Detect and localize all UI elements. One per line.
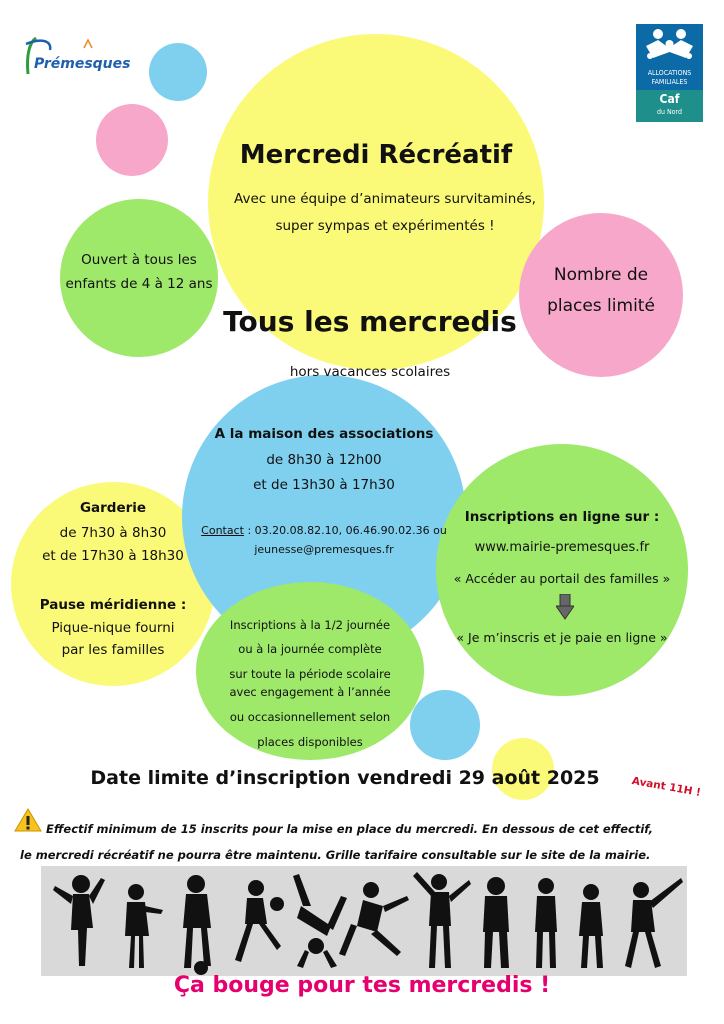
online-action: « Je m’inscris et je paie en ligne » [456, 630, 668, 645]
pause-title: Pause méridienne : [39, 597, 187, 613]
page-title: Mercredi Récréatif [239, 140, 513, 170]
online-portal: « Accéder au portail des familles » [453, 571, 671, 586]
pink-bubble-places [519, 213, 683, 377]
pause-line1: Pique-nique fourni [51, 620, 175, 636]
green-bubble-online [436, 444, 688, 696]
children-silhouettes-art [41, 866, 687, 976]
modes-line6: places disponibles [257, 735, 363, 749]
caf-line2: FAMILIALES [651, 78, 688, 86]
hors-vacances: hors vacances scolaires [289, 364, 451, 380]
caf-brand: Caf [659, 92, 680, 106]
maison-hours2: et de 13h30 à 17h30 [253, 477, 395, 493]
places-line1: Nombre de [553, 265, 649, 285]
modes-line1: Inscriptions à la 1/2 journée [229, 618, 391, 632]
modes-line3: sur toute la période scolaire [229, 667, 391, 681]
modes-line2: ou à la journée complète [238, 642, 382, 656]
heading-mercredis: Tous les mercredis [223, 305, 517, 338]
caf-logo-top [636, 24, 703, 90]
subtitle-line2: super sympas et expérimentés ! [275, 218, 495, 234]
deadline-text: Date limite d’inscription vendredi 29 août 2025 [90, 767, 600, 789]
contact-label: Contact [201, 524, 244, 537]
modes-line4: avec engagement à l’année [229, 685, 391, 699]
pause-line2: par les familles [61, 642, 165, 658]
maison-hours1: de 8h30 à 12h00 [266, 452, 382, 468]
maison-contact [186, 524, 462, 537]
subtitle-line1: Avec une équipe d’animateurs survitaminés, [234, 191, 536, 207]
open-line1: Ouvert à tous les [81, 252, 197, 268]
premesques-logo [22, 34, 131, 78]
garderie-line2: et de 17h30 à 18h30 [42, 548, 184, 564]
caf-logo [636, 24, 703, 122]
blue-bubble-small-top [149, 43, 207, 101]
places-line2: places limité [547, 296, 655, 316]
online-site[interactable]: www.mairie-premesques.fr [474, 540, 650, 555]
footer-slogan: Ça bouge pour tes mercredis ! [173, 973, 551, 998]
warning-line2: le mercredi récréatif ne pourra être maintenu. Grille tarifaire consultable sur le site de la mairie. [20, 848, 651, 862]
garderie-title: Garderie [79, 500, 147, 516]
caf-family-icon [636, 24, 703, 68]
warning-icon [14, 807, 42, 833]
garderie-line1: de 7h30 à 8h30 [59, 525, 167, 541]
pink-bubble-small-top [96, 104, 168, 176]
open-line2: enfants de 4 à 12 ans [65, 276, 213, 292]
blue-bubble-small-bottom [410, 690, 480, 760]
caf-region: du Nord [656, 108, 683, 116]
online-title: Inscriptions en ligne sur : [464, 509, 660, 525]
down-arrow-icon [556, 594, 574, 620]
contact-phones: : 03.20.08.82.10, 06.46.90.02.36 ou [243, 524, 447, 537]
contact-email[interactable]: jeunesse@premesques.fr [254, 543, 394, 556]
maison-title: A la maison des associations [214, 426, 434, 442]
caf-line1: ALLOCATIONS [647, 69, 692, 77]
premesques-logo-text: Prémesques [34, 56, 131, 72]
children-silhouettes-image [41, 866, 687, 976]
avant-note: Avant 11H ! [630, 775, 702, 799]
warning-line1: Effectif minimum de 15 inscrits pour la mise en place du mercredi. En dessous de cet effectif, [46, 822, 654, 836]
modes-line5: ou occasionnellement selon [229, 710, 391, 724]
